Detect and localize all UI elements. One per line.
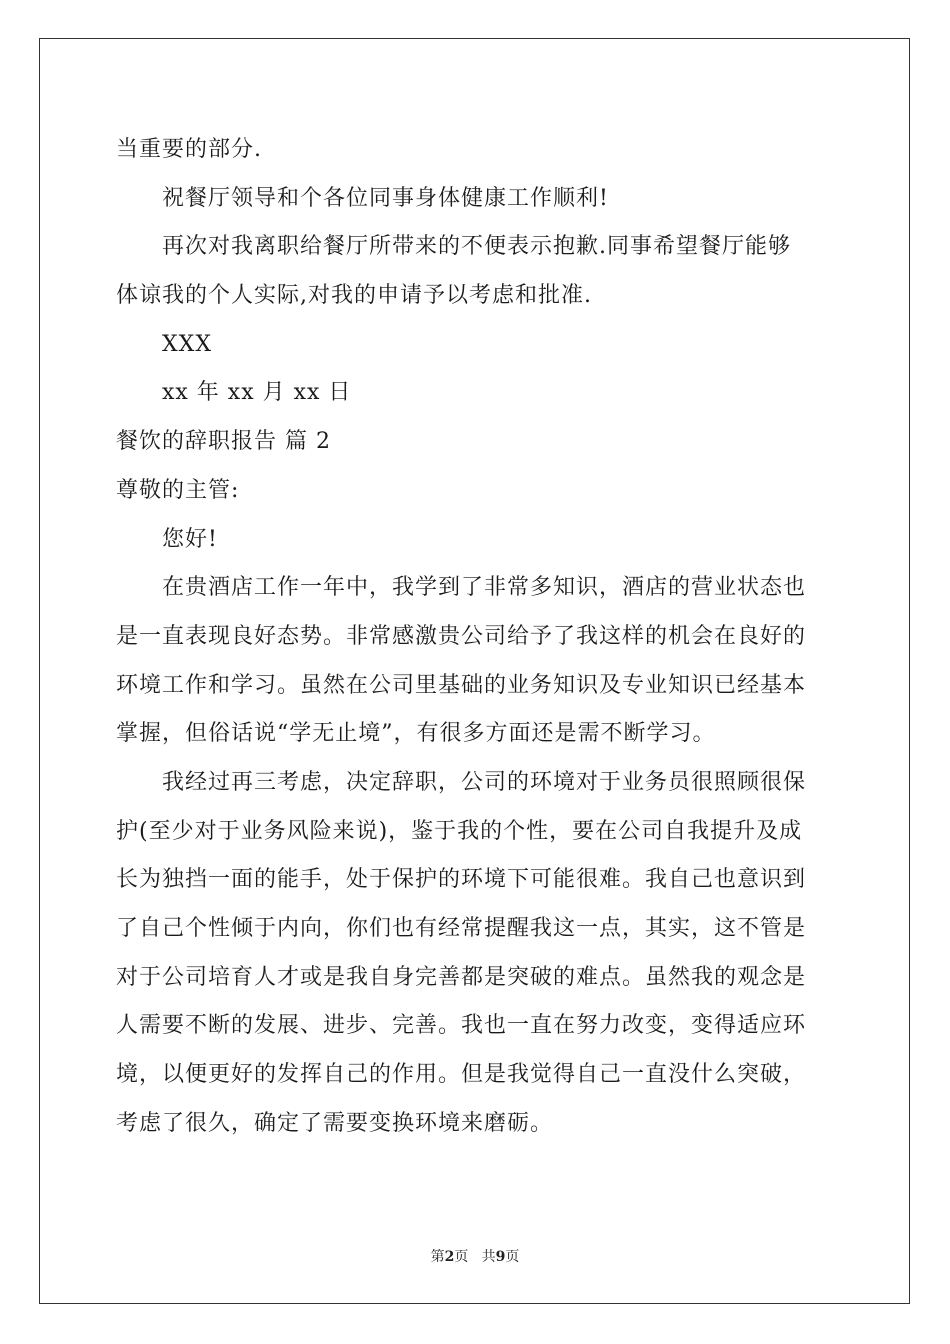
body-line: 护(至少对于业务风险来说)，鉴于我的个性，要在公司自我提升及成: [116, 818, 803, 844]
body-line: 体谅我的个人实际,对我的申请予以考虑和批准.: [116, 283, 592, 309]
body-line: 人需要不断的发展、进步、完善。我也一直在努力改变，变得适应环: [116, 1013, 807, 1039]
body-line: 祝餐厅领导和个各位同事身体健康工作顺利!: [162, 185, 609, 211]
body-line: 境，以便更好的发挥自己的作用。但是我觉得自己一直没什么突破，: [116, 1062, 807, 1088]
body-line: 对于公司培育人才或是我自身完善都是突破的难点。虽然我的观念是: [116, 964, 807, 990]
body-line: 再次对我离职给餐厅所带来的不便表示抱歉.同事希望餐厅能够: [162, 234, 791, 260]
signature-date: xx 年 xx 月 xx 日: [162, 380, 352, 406]
page-current: 2: [444, 1249, 455, 1265]
body-line: 当重要的部分.: [116, 137, 262, 162]
section-heading: 餐饮的辞职报告 篇 2: [116, 429, 331, 455]
signature-name: XXX: [162, 331, 212, 357]
body-line: 了自己个性倾于内向，你们也有经常提醒我这一点，其实，这不管是: [116, 916, 807, 941]
body-line: 环境工作和学习。虽然在公司里基础的业务知识及专业知识已经基本: [116, 672, 807, 698]
greeting: 您好!: [162, 526, 218, 552]
page-footer: [0, 1246, 950, 1266]
page-total: 9: [495, 1249, 506, 1265]
body-line: 考虑了很久，确定了需要变换环境来磨砺。: [116, 1110, 554, 1136]
body-line: 我经过再三考虑，决定辞职，公司的环境对于业务员很照顾很保: [162, 769, 807, 795]
page-prefix: 第: [430, 1249, 445, 1265]
salutation: 尊敬的主管:: [116, 477, 240, 503]
body-line: 在贵酒店工作一年中，我学到了非常多知识，酒店的营业状态也: [162, 575, 807, 601]
document-body: [116, 126, 836, 1148]
body-line: 是一直表现良好态势。非常感激贵公司给予了我这样的机会在良好的: [116, 623, 807, 649]
page-suffix: 页: [505, 1249, 520, 1265]
body-line: 长为独挡一面的能手，处于保护的环境下可能很难。我自己也意识到: [116, 867, 807, 893]
body-line: 掌握，但俗话说“学无止境”，有很多方面还是需不断学习。: [116, 721, 716, 747]
page-mid: 页 共: [454, 1249, 496, 1265]
